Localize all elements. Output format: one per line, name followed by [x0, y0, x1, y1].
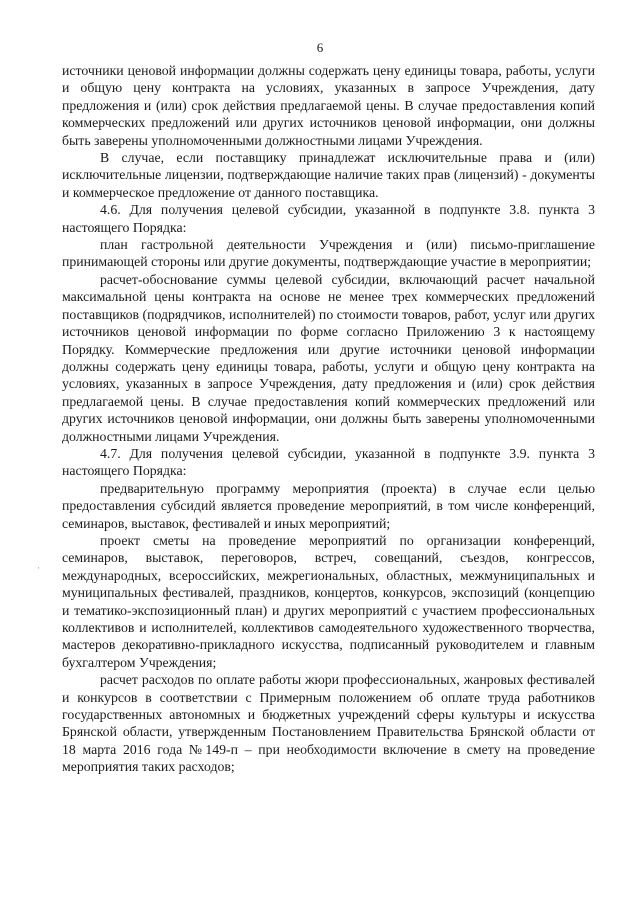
paragraph-price-sources: источники ценовой информации должны содержать цену единицы товара, работы, услуги и общую цену контракта на условиях, указанных в запросе Учреждения, дату предложения и (или) срок действия предлагаемой цены. В случае предоставления копий коммерческих предложений или других источников ценовой информации, они должны быть заверены уполномоченными должностными лицами Учреждения. [62, 63, 595, 148]
paragraph-clause-4-6: 4.6. Для получения целевой субсидии, указанной в подпункте 3.8. пункта 3 настоящего Порядка: [62, 202, 595, 235]
document-body [62, 62, 595, 776]
paragraph-estimate-draft: проект сметы на проведение мероприятий по организации конференций, семинаров, выставок, переговоров, встреч, совещаний, съездов, конгрессов, международных, всероссийских, межрегиональных, областных, межмуниципальных и муниципальных фестивалей, праздников, концертов, конкурсов, экспозиций (концепцию и тематико-экспозиционный план) и других мероприятий с участием профессиональных коллективов и исполнителей, коллективов самодеятельного художественного творчества, мастеров декоративно-прикладного искусства, подписанный руководителем и главным бухгалтером Учреждения; [62, 532, 595, 670]
paragraph-calculation-justification: расчет-обоснование суммы целевой субсидии, включающий расчет начальной максимальной цены контракта на основе не менее трех коммерческих предложений поставщиков (подрядчиков, исполнителей) по стоимости товаров, работ, услуг или других источников ценовой информации по форме согласно Приложению 3 к настоящему Порядку. Коммерческие предложения или другие источники ценовой информации должны содержать цену единицы товара, работы, услуги и общую цену контракта на условиях, указанных в запросе Учреждения, дату предложения и (или) срок действия предлагаемой цены. В случае предоставления копий коммерческих предложений или других источников ценовой информации, они должны быть заверены уполномоченными должностными лицами Учреждения. [62, 271, 595, 444]
paragraph-preliminary-program: предварительную программу мероприятия (проекта) в случае если целью предоставления субсидий является проведение мероприятий, в том числе конференций, семинаров, выставок, фестивалей и иных мероприятий; [62, 480, 595, 531]
paragraph-tour-plan: план гастрольной деятельности Учреждения и (или) письмо-приглашение принимающей стороны или другие документы, подтверждающие участие в мероприятии; [62, 237, 595, 270]
page-number: 6 [316, 40, 324, 55]
paragraph-clause-4-7: 4.7. Для получения целевой субсидии, указанной в подпункте 3.9. пункта 3 настоящего Порядка: [62, 445, 595, 479]
margin-mark: · [37, 563, 40, 573]
paragraph-jury-payment: расчет расходов по оплате работы жюри профессиональных, жанровых фестивалей и конкурсов в соответствии с Примерным положением об оплате труда работников государственных автономных и бюджетных учреждений сферы культуры и искусства Брянской области, утвержденным Постановлением Правительства Брянской области от 18 марта 2016 года №149-п – при необходимости включение в смету на проведение мероприятия таких расходов; [62, 672, 595, 775]
paragraph-exclusive-rights: В случае, если поставщику принадлежат исключительные права и (или) исключительные лицензии, подтверждающие наличие таких прав (лицензий) - документы и коммерческое предложение от данного поставщика. [62, 150, 595, 200]
